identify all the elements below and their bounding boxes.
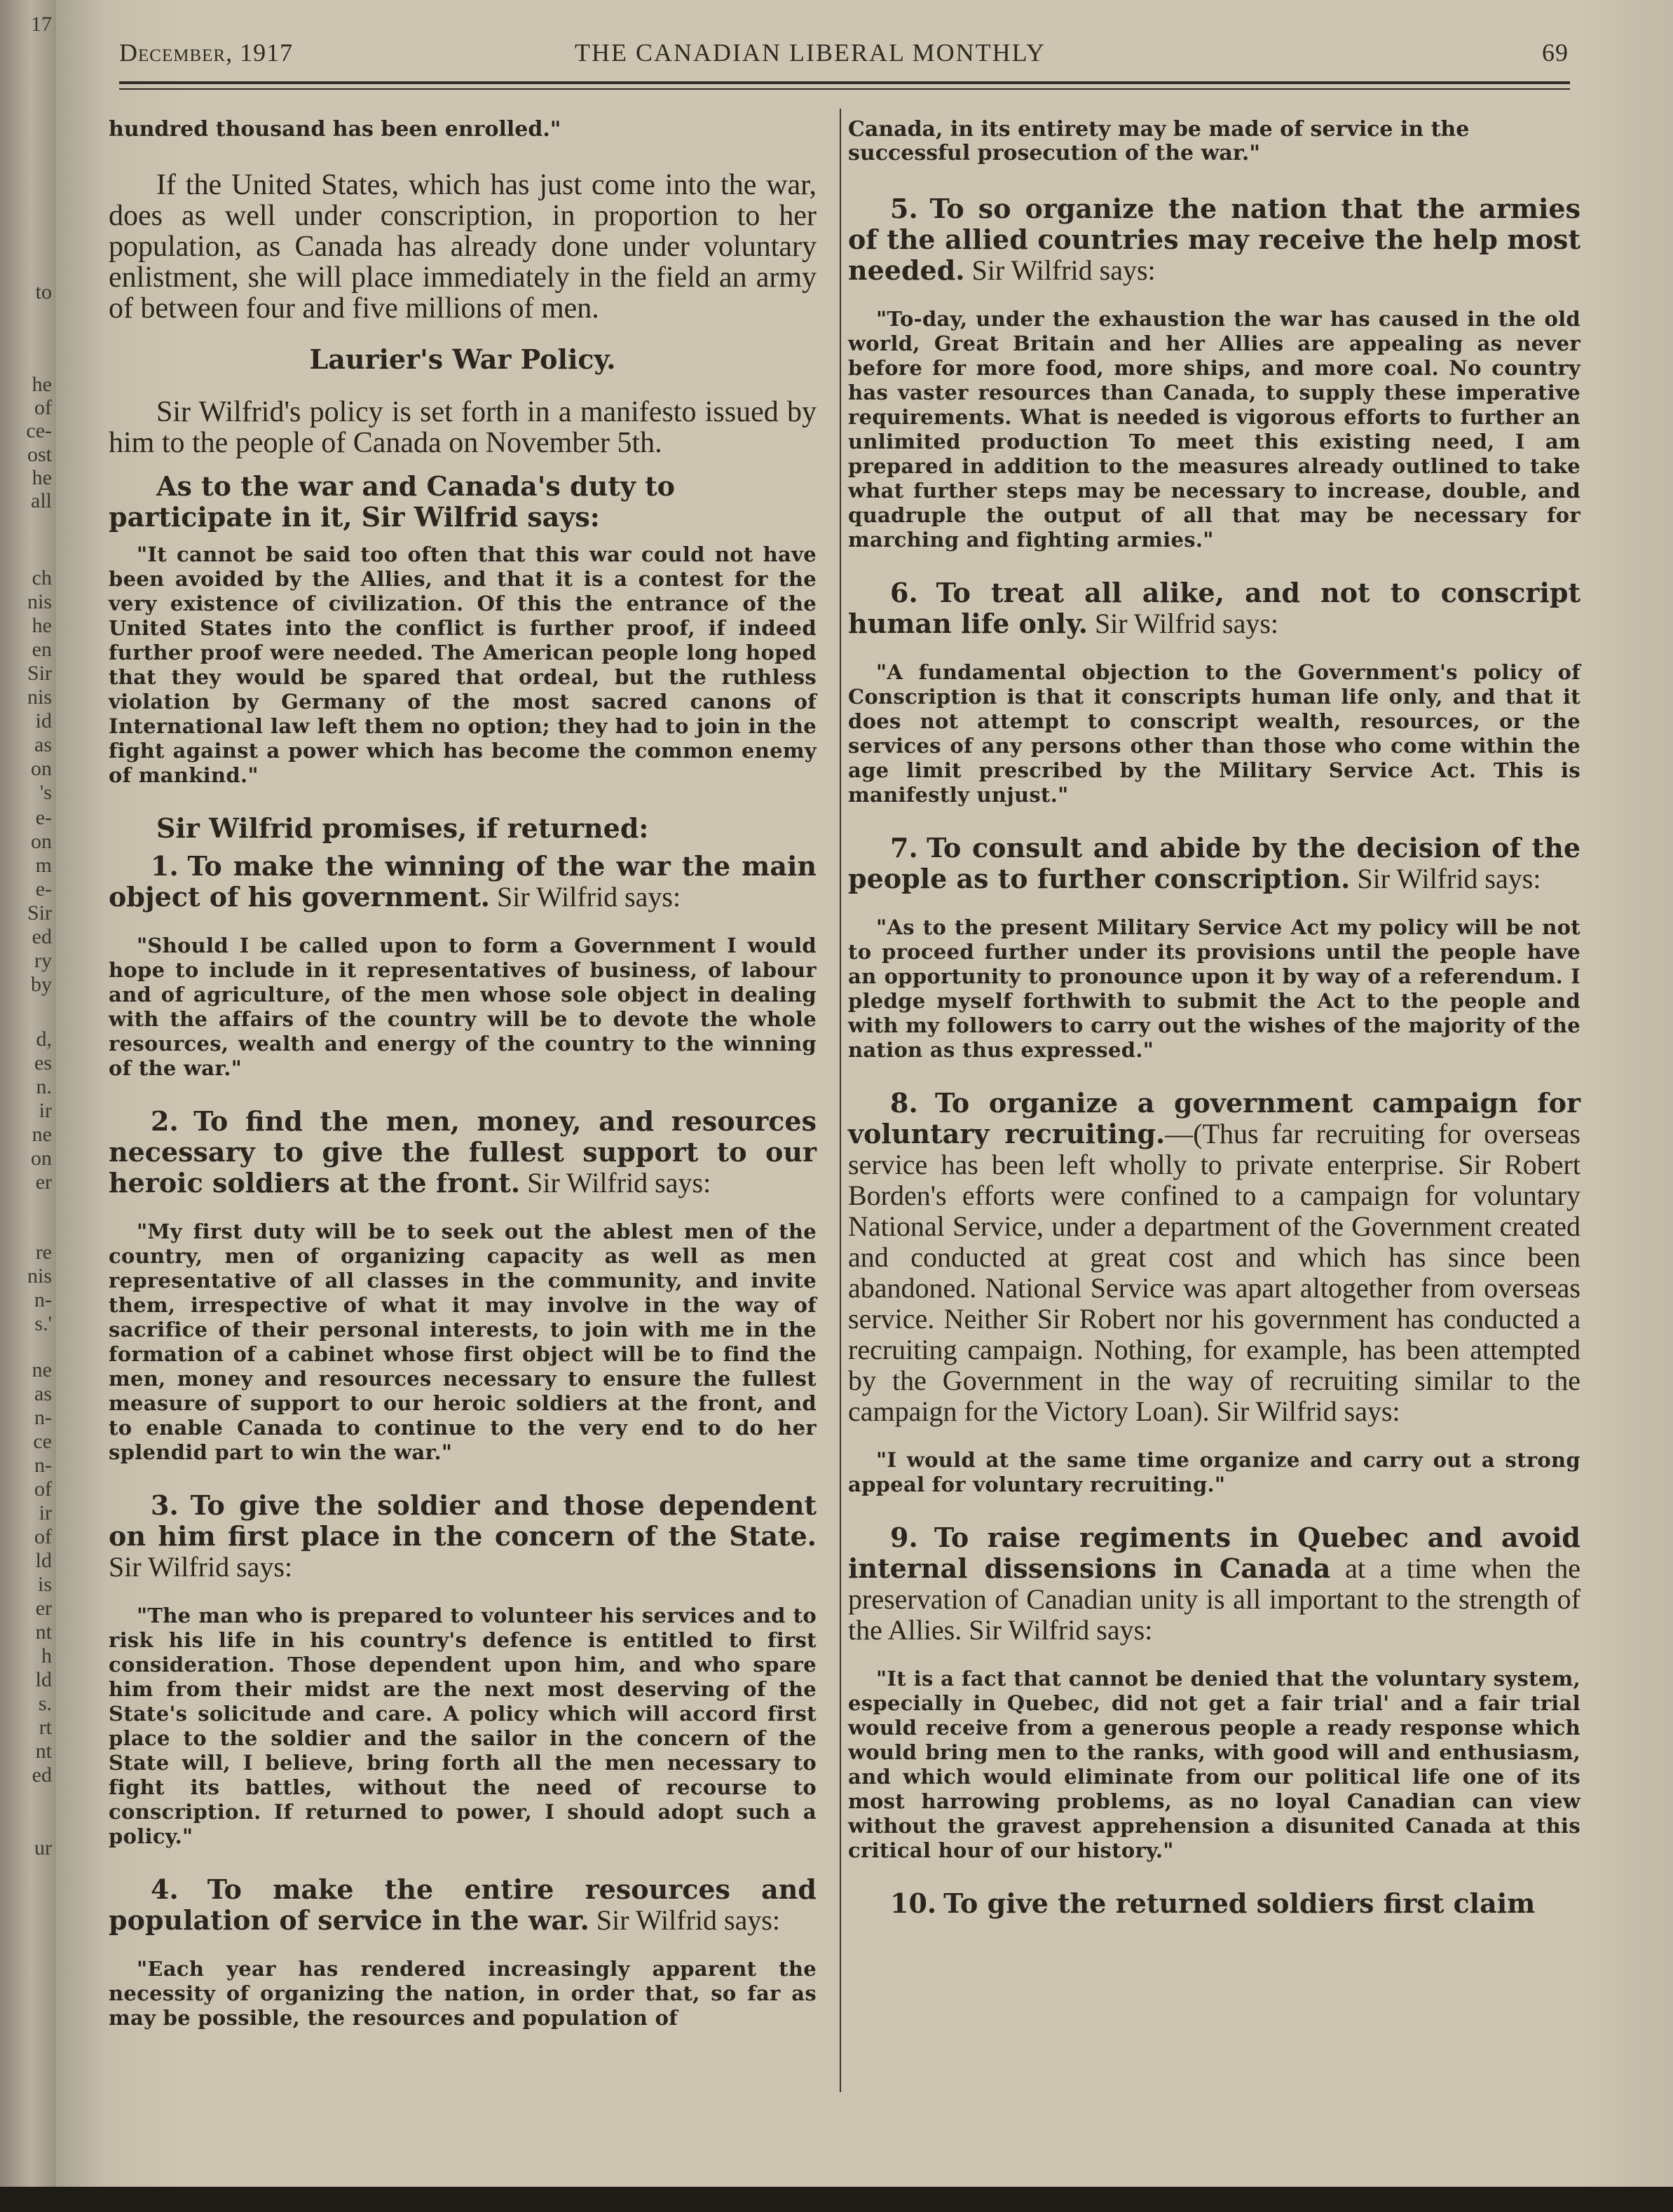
prev-page-text-fragment: 17	[31, 13, 52, 36]
quotation: "It is a fact that cannot be denied that the voluntary system, especially in Quebec, did not get a fair trial' and a fair trial would receive from a generous people a ready response which would bring men to the ranks, with good will and enthusiasm, and which would eliminate from our political life one of its most harrowing problems, as no loyal Canadian can view without the gravest apprehension a disunited Canada at this critical hour of our history."	[848, 1667, 1580, 1862]
prev-page-text-fragment: all	[31, 489, 52, 512]
column-divider	[840, 109, 841, 2092]
prev-page-text-fragment: to	[35, 280, 52, 303]
prev-page-text-fragment: on	[31, 757, 52, 780]
bold-paragraph: As to the war and Canada's duty to participate in it, Sir Wilfrid says:	[109, 470, 675, 533]
prev-page-text-fragment: ne	[32, 1123, 52, 1146]
prev-page-text-fragment: er	[35, 1170, 52, 1194]
prev-page-text-fragment: nis	[27, 1264, 52, 1288]
prev-page-text-fragment: he	[32, 614, 52, 637]
prev-page-text-fragment: s.'	[34, 1312, 52, 1335]
prev-page-text-fragment: 's	[39, 781, 52, 804]
paragraph: Sir Wilfrid's policy is set forth in a manifesto issued by him to the people of Canada on November 5th.	[109, 396, 817, 459]
prev-page-text-fragment: of	[34, 396, 52, 419]
prev-page-text-fragment: nis	[27, 685, 52, 709]
continued-text: hundred thousand has been enrolled."	[109, 117, 561, 142]
prev-page-text-fragment: Sir	[27, 901, 52, 924]
promise-item-3: 3. To give the soldier and those dependent on him first place in the concern of the State. Sir Wilfrid says:	[109, 1489, 817, 1583]
prev-page-text-fragment: ry	[34, 949, 52, 972]
prev-page-text-fragment: of	[34, 1477, 52, 1501]
promise-item-2: 2. To find the men, money, and resources necessary to give the fullest support to our heroic soldiers at the front. Sir Wilfrid says:	[109, 1105, 817, 1199]
prev-page-text-fragment: nt	[35, 1620, 52, 1644]
left-column	[109, 118, 817, 2056]
promise-item-4: 4. To make the entire resources and population of service in the war. Sir Wilfrid says:	[109, 1873, 817, 1936]
prev-page-text-fragment: n-	[34, 1288, 52, 1311]
page-number: 69	[1542, 39, 1569, 67]
prev-page-text-fragment: ch	[32, 566, 52, 589]
prev-page-text-fragment: as	[34, 733, 52, 756]
magazine-page	[56, 0, 1673, 2187]
prev-page-text-fragment: Sir	[27, 662, 52, 685]
prev-page-text-fragment: is	[37, 1573, 52, 1596]
prev-page-text-fragment: ir	[39, 1099, 52, 1122]
prev-page-text-fragment: rt	[39, 1716, 52, 1739]
prev-page-text-fragment: ce	[33, 1430, 52, 1453]
prev-page-text-fragment: re	[35, 1241, 52, 1264]
prev-page-text-fragment: nt	[35, 1740, 52, 1763]
prev-page-text-fragment: ed	[32, 1763, 52, 1787]
prev-page-text-fragment: ce-	[26, 419, 52, 442]
prev-page-text-fragment: ld	[35, 1549, 52, 1572]
promise-item-5: 5. To so organize the nation that the armies of the allied countries may receive the help most needed. Sir Wilfrid says:	[848, 193, 1581, 286]
promise-item-7: 7. To consult and abide by the decision of the people as to further conscription. Sir Wilfrid says:	[848, 832, 1580, 894]
prev-page-text-fragment: d,	[36, 1028, 52, 1051]
prev-page-text-fragment: e-	[35, 806, 52, 829]
page-bottom-edge	[0, 2187, 1673, 2212]
quotation: "Should I be called upon to form a Government I would hope to include in it representatives of business, of labour and of agriculture, of the men whose sole object in dealing with the affairs of the country will be to devote the whole resources, wealth and energy of the country to the winning of the war."	[109, 934, 817, 1080]
quotation: "It cannot be said too often that this war could not have been avoided by the Allies, and that it is a contest for the very existence of civilization. Of this the entrance of the United States into the conflict is further proof, if indeed further proof were needed. The American people long hoped that they would be spared that ordeal, but the ruthless violation by Germany of the most sacred canons of International law left them no option; they had to join in the fight against a power which has become the common enemy of mankind."	[109, 542, 817, 787]
prev-page-text-fragment: es	[34, 1051, 52, 1074]
quotation: "Each year has rendered increasingly apparent the necessity of organizing the nation, in order that, so far as may be possible, the resources and population of	[109, 1957, 817, 2030]
prev-page-text-fragment: he	[32, 466, 52, 489]
prev-page-text-fragment: of	[34, 1525, 52, 1548]
prev-page-text-fragment: ost	[27, 443, 52, 466]
promise-item-8: 8. To organize a government campaign for voluntary recruiting.—(Thus far recruiting for overseas service has been left wholly to private enterprise. Sir Robert Borden's efforts were confined to a campaign for voluntary National Service, under a department of the Government created and conducted at great cost and which has since been abandoned. National Service was apart altogether from overseas service. Neither Sir Robert nor his government has conducted a recruiting campaign. Nothing, for example, has been attempted by the Government in the way of recruiting similar to the campaign for the Victory Loan). Sir Wilfrid says:	[848, 1087, 1580, 1427]
promise-item-1: 1. To make the winning of the war the main object of his government. Sir Wilfrid says:	[109, 850, 817, 913]
issue-date: December, 1917	[119, 39, 294, 67]
promise-item-10: 10. To give the returned soldiers first claim	[890, 1887, 1536, 1919]
section-heading: Laurier's War Policy.	[309, 343, 616, 375]
header-rule	[119, 81, 1570, 84]
prev-page-text-fragment: id	[35, 709, 52, 732]
prev-page-text-fragment: on	[31, 830, 52, 853]
promise-item-9: 9. To raise regiments in Quebec and avoid internal dissensions in Canada at a time when the preservation of Canadian unity is all important to the strength of the Allies. Sir Wilfrid says:	[848, 1522, 1581, 1646]
prev-page-text-fragment: on	[31, 1147, 52, 1170]
prev-page-text-fragment: he	[32, 373, 52, 396]
quotation: "I would at the same time organize and carry out a strong appeal for voluntary recruiting."	[848, 1448, 1580, 1496]
prev-page-text-fragment: m	[35, 854, 52, 877]
prev-page-text-fragment: ed	[32, 925, 52, 948]
promise-intro: Sir Wilfrid promises, if returned:	[156, 812, 649, 844]
prev-page-text-fragment: ne	[32, 1358, 52, 1381]
prev-page-text-fragment: nis	[27, 590, 52, 613]
prev-page-text-fragment: er	[35, 1597, 52, 1620]
prev-page-text-fragment: ir	[39, 1501, 52, 1524]
quotation: "To-day, under the exhaustion the war has caused in the old world, Great Britain and her Allies are appealing as never before for more food, more ships, and more coal. No country has vaster resources than Canada, to supply these imperative requirements. What is needed is vigorous efforts to further an unlimited production To meet this existing need, I am prepared in addition to the measures already outlined to take what further steps may be necessary to increase, double, and quadruple the output of all that may be necessary for marching and fighting armies."	[848, 307, 1580, 552]
prev-page-text-fragment: s.	[38, 1692, 52, 1715]
quotation: "A fundamental objection to the Government's policy of Conscription is that it conscripts human life only, and that it does not attempt to conscript wealth, resources, or the services of any persons other than those who come within the age limit prescribed by the Military Service Act. This is manifestly unjust."	[848, 660, 1580, 807]
header-rule-thin	[119, 88, 1570, 90]
promise-item-6: 6. To treat all alike, and not to conscript human life only. Sir Wilfrid says:	[848, 577, 1581, 639]
continued-text: Canada, in its entirety may be made of service in the successful prosecution of the war."	[848, 117, 1470, 165]
prev-page-text-fragment: n.	[36, 1075, 52, 1098]
paragraph: If the United States, which has just come into the war, does as well under conscription, in proportion to her population, as Canada has already done under voluntary enlistment, she will place immediately in the field an army of between four and five millions of men.	[109, 169, 817, 325]
prev-page-text-fragment: n-	[34, 1406, 52, 1429]
right-column	[848, 118, 1580, 1940]
previous-page-edge	[0, 0, 56, 2212]
prev-page-text-fragment: ur	[34, 1836, 52, 1859]
magazine-title: THE CANADIAN LIBERAL MONTHLY	[575, 39, 1046, 67]
prev-page-text-fragment: as	[34, 1382, 52, 1405]
quotation: "As to the present Military Service Act my policy will be not to proceed further under its provisions until the people have an opportunity to pronounce upon it by way of a referendum. I pledge myself forthwith to submit the Act to the people and with my followers to carry out the wishes of the majority of the nation as thus expressed."	[848, 915, 1580, 1062]
prev-page-text-fragment: e-	[35, 878, 52, 901]
quotation: "The man who is prepared to volunteer his services and to risk his life in his country's defence is entitled to first consideration. Those dependent upon him, and who spare him from their midst are the next most deserving of the State's solicitude and care. A policy which will accord first place to the soldier and the sailor in the concern of the State will, I believe, bring forth all the men necessary to fight its battles, without the need of recourse to conscription. If returned to power, I should adopt such a policy."	[109, 1604, 817, 1848]
prev-page-text-fragment: ld	[35, 1668, 52, 1691]
prev-page-text-fragment: by	[31, 973, 52, 996]
prev-page-text-fragment: h	[41, 1644, 52, 1667]
prev-page-text-fragment: en	[32, 638, 52, 661]
quotation: "My first duty will be to seek out the ablest men of the country, men of organizing capacity as well as men representative of all classes in the community, and invite them, irrespective of what it may involve in the way of sacrifice of their personal interests, to join with me in the formation of a cabinet whose first object will be to find the men, money and resources necessary to ensure the fullest measure of support to our heroic soldiers at the front, and to enable Canada to continue to the very end to do her splendid part to win the war."	[109, 1220, 817, 1464]
prev-page-text-fragment: n-	[34, 1454, 52, 1477]
